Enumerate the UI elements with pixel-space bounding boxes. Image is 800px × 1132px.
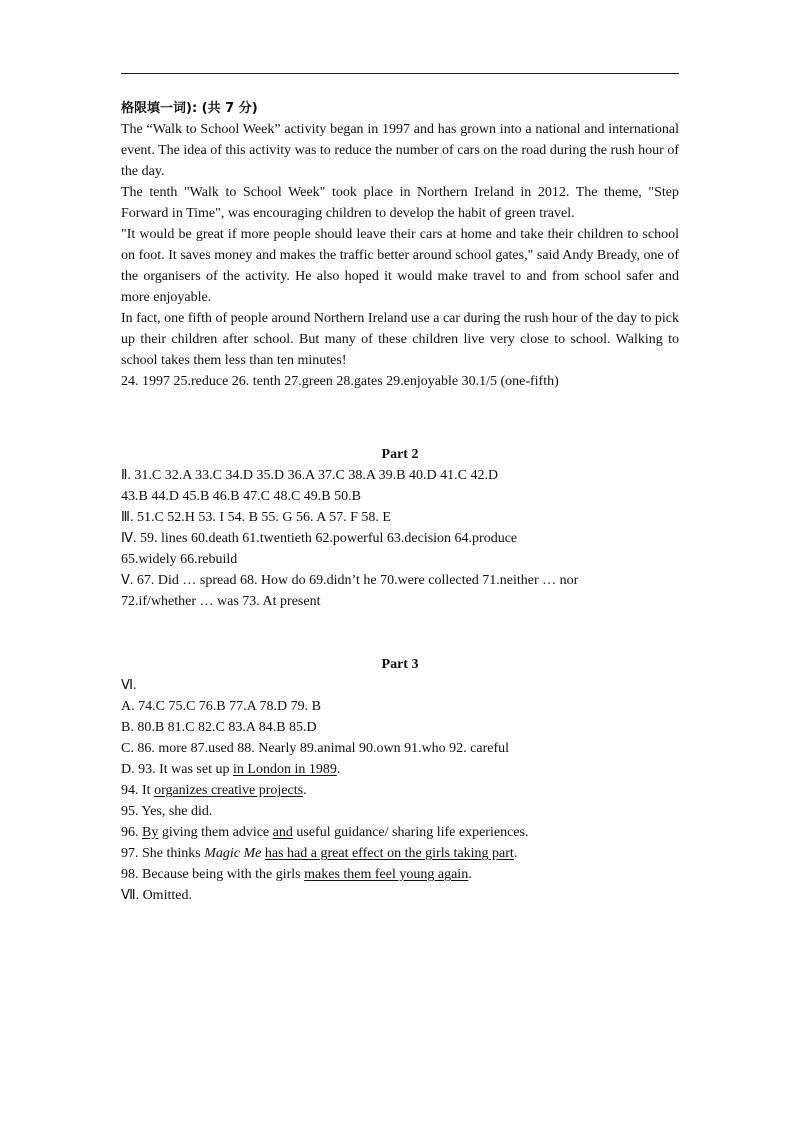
underlined-answer: in London in 1989 bbox=[233, 762, 337, 777]
answer-text: . Omitted. bbox=[135, 888, 192, 903]
answer-text: 94. It bbox=[121, 783, 155, 798]
answer-line bbox=[121, 675, 679, 696]
answer-text: . bbox=[336, 762, 341, 777]
document-body bbox=[121, 98, 679, 906]
passage-paragraph: In fact, one fifth of people around Northern Ireland use a car during the rush hour of the day to pick up their children after school. But many of these children live very close to school. Walking to school takes them less than ten minutes! bbox=[121, 311, 679, 368]
underlined-answer: and bbox=[272, 825, 293, 840]
answer-line bbox=[121, 885, 679, 906]
answer-line bbox=[121, 486, 679, 507]
answer-line: B. 80.B 81.C 82.C 83.A 84.B 85.D bbox=[121, 720, 317, 735]
answer-text: 97. She thinks bbox=[121, 846, 205, 861]
answer-line: 95. Yes, she did. bbox=[121, 804, 213, 819]
answer-line bbox=[121, 549, 679, 570]
underlined-answer: makes them feel young again bbox=[304, 867, 469, 882]
answer-line: A. 74.C 75.C 76.B 77.A 78.D 79. B bbox=[121, 699, 321, 714]
part1-title: 格限填一词): (共 7 分) bbox=[121, 101, 258, 116]
roman-numeral: Ⅱ bbox=[121, 468, 128, 483]
answer-line bbox=[121, 507, 679, 528]
answer-text: . bbox=[468, 867, 472, 882]
passage-paragraph: "It would be great if more people should leave their cars at home and take their children to school on foot. It saves money and makes the traffic better around school gates," said Andy Bready, one of the organisers of the activity. He also hoped it would make travel to and from school safer and more enjoyable. bbox=[121, 227, 679, 305]
answer-line: C. 86. more 87.used 88. Nearly 89.animal 90.own 91.who 92. careful bbox=[121, 741, 510, 756]
answer-text: . 67. Did … spread 68. How do 69.didn’t he 70.were collected 71.neither … nor bbox=[129, 573, 579, 588]
answer-text: . bbox=[133, 678, 137, 693]
passage-paragraph: The “Walk to School Week” activity began in 1997 and has grown into a national and international event. The idea of this activity was to reduce the number of cars on the road during the rush hour of the day. bbox=[121, 122, 679, 179]
answer-line bbox=[121, 864, 679, 885]
underlined-answer: By bbox=[142, 825, 159, 840]
part1-answers: 24. 1997 25.reduce 26. tenth 27.green 28.gates 29.enjoyable 30.1/5 (one-fifth) bbox=[121, 374, 559, 389]
answer-text: 43.B 44.D 45.B 46.B 47.C 48.C 49.B 50.B bbox=[121, 489, 361, 504]
answer-text: D. 93. It was set up bbox=[121, 762, 233, 777]
part2-heading: Part 2 bbox=[381, 447, 419, 462]
answer-line bbox=[121, 570, 679, 591]
answer-text: . bbox=[513, 846, 518, 861]
roman-numeral: Ⅵ bbox=[121, 678, 133, 693]
answer-line bbox=[121, 591, 679, 612]
underlined-answer: has had a great effect on the girls taking part bbox=[264, 846, 514, 861]
answer-text: . 59. lines 60.death 61.twentieth 62.powerful 63.decision 64.produce bbox=[133, 531, 518, 546]
passage-paragraph: The tenth "Walk to School Week" took place in Northern Ireland in 2012. The theme, "Step Forward in Time", was encouraging children to develop the habit of green travel. bbox=[121, 185, 679, 221]
answer-line bbox=[121, 780, 679, 801]
answer-line bbox=[121, 822, 679, 843]
answer-line bbox=[121, 759, 679, 780]
answer-text: 72.if/whether … was 73. At present bbox=[121, 594, 321, 609]
answer-text: . bbox=[303, 783, 307, 798]
answer-text: 65.widely 66.rebuild bbox=[121, 552, 238, 567]
answer-text: 96. bbox=[121, 825, 142, 840]
answer-text: giving them advice bbox=[158, 825, 273, 840]
roman-numeral: Ⅴ bbox=[121, 573, 130, 588]
header-rule bbox=[121, 73, 679, 74]
answer-text: 98. Because being with the girls bbox=[121, 867, 305, 882]
answer-line bbox=[121, 528, 679, 549]
underlined-answer: organizes creative projects bbox=[154, 783, 304, 798]
answer-text: . 31.C 32.A 33.C 34.D 35.D 36.A 37.C 38.A 39.B 40.D 41.C 42.D bbox=[127, 468, 499, 483]
answer-line bbox=[121, 465, 679, 486]
answer-text: . 51.C 52.H 53. I 54. B 55. G 56. A 57. F 58. E bbox=[129, 510, 391, 525]
roman-numeral: Ⅶ bbox=[121, 888, 136, 903]
answer-text: useful guidance/ sharing life experiences. bbox=[292, 825, 529, 840]
part3-heading: Part 3 bbox=[381, 657, 419, 672]
roman-numeral: Ⅲ bbox=[121, 510, 130, 525]
italic-title: Magic Me bbox=[204, 846, 262, 861]
roman-numeral: Ⅳ bbox=[121, 531, 133, 546]
answer-line bbox=[121, 843, 679, 864]
